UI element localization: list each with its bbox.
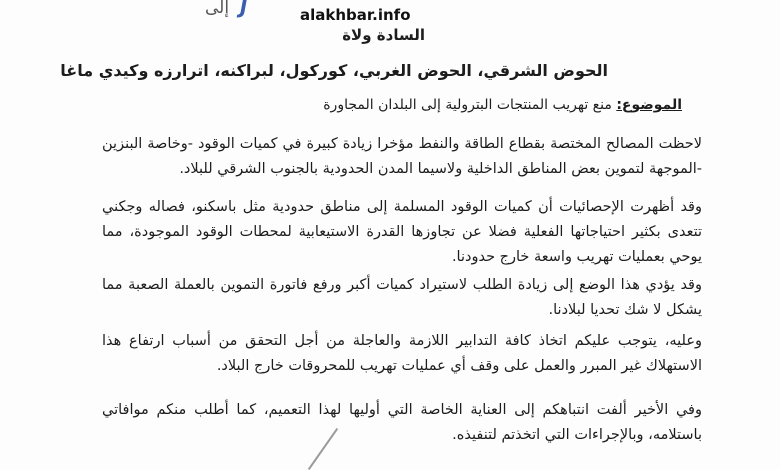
logo-fragment: J xyxy=(240,0,248,18)
header-fragment-mark: إلى xyxy=(205,0,230,18)
paragraph: وقد أظهرت الإحصائيات أن كميات الوقود المسلمة إلى مناطق حدودية مثل باسكنو، فصاله وجكني تتعدى بكثير احتياجاتها الفعلية فضلا عن تجاوزها القدرة الاستيعابية لمحطات الوقود الموجودة، مما يوحي بعمليات تهريب واسعة خارج حدودنا. xyxy=(102,199,702,265)
paragraph: وفي الأخير ألفت انتباهكم إلى العناية الخاصة التي أوليها لهذا التعميم، كما أطلب منكم موافاتي باستلامه، وبالإجراءات التي اتخذتم لتنفيذه. xyxy=(102,402,702,443)
subject-text: منع تهريب المنتجات البترولية إلى البلدان المجاورة xyxy=(323,97,612,113)
paragraph: لاحظت المصالح المختصة بقطاع الطاقة والنفط مؤخرا زيادة كبيرة في كميات الوقود -وخاصة البنزين -الموجهة لتموين بعض المناطق الداخلية ولاسيما المدن الحدودية بالجنوب الشرقي للبلاد. xyxy=(102,136,702,177)
subject-line xyxy=(323,97,682,113)
regions-line: الحوض الشرقي، الحوض الغربي، كوركول، لبراكنه، اترارزه وكيدي ماغا xyxy=(60,61,608,80)
paragraph: وقد يؤدي هذا الوضع إلى زيادة الطلب لاستيراد كميات أكبر ورفع فاتورة التموين بالعملة الصعبة مما يشكل لا شك تحديا لبلادنا. xyxy=(102,277,702,318)
addressee-line: السادة ولاة xyxy=(342,26,425,44)
subject-label: الموضوع: xyxy=(616,97,682,113)
paragraph: وعليه، يتوجب عليكم اتخاذ كافة التدابير اللازمة والعاجلة من أجل التحقق من أسباب ارتفاع هذا الاستهلاك غير المبرر والعمل على وقف أي عمليات تهريب للمحروقات خارج البلاد. xyxy=(102,333,702,374)
watermark: alakhbar.info xyxy=(300,6,411,24)
